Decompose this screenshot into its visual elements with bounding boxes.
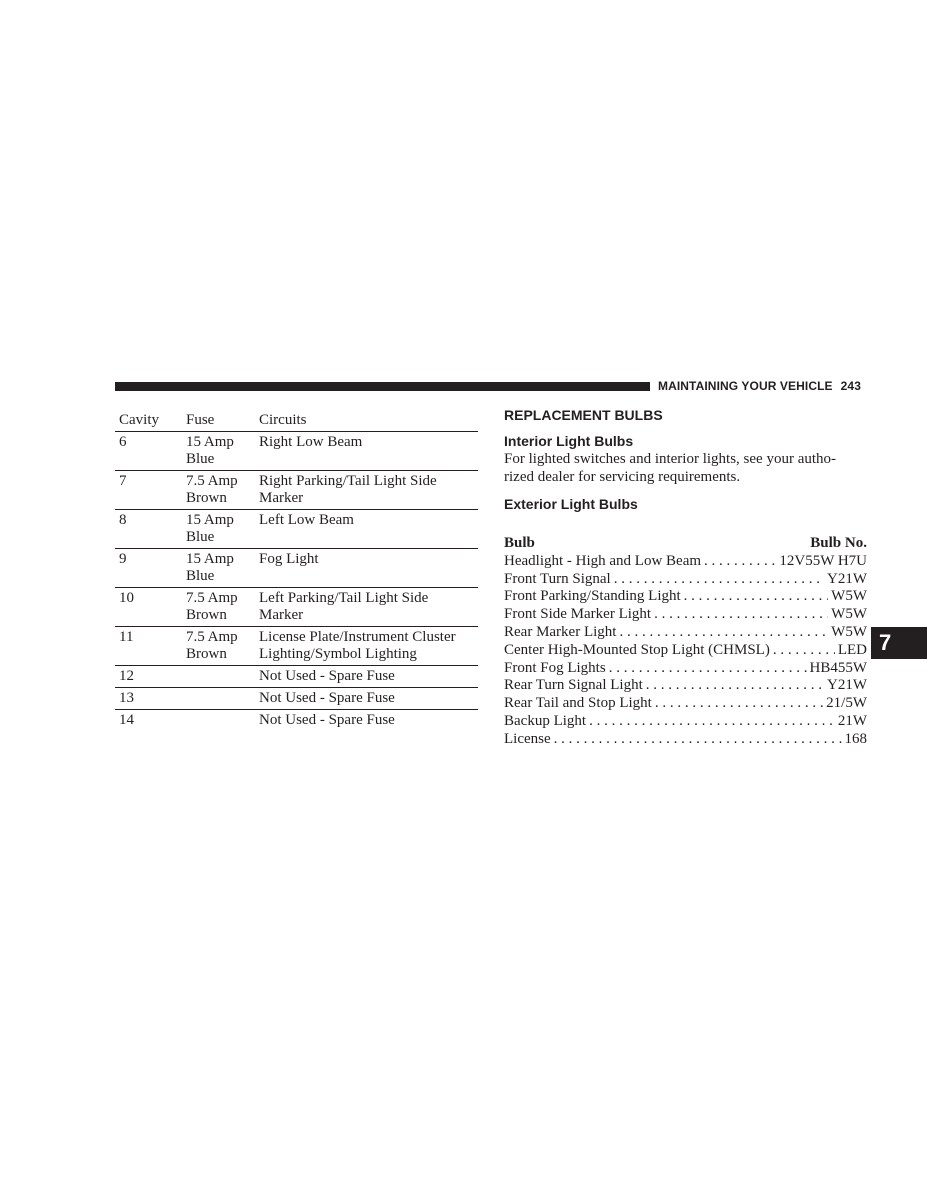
bulb-name: Front Parking/Standing Light — [504, 588, 681, 605]
bulb-number: Y21W — [827, 570, 867, 587]
column-header-fuse: Fuse — [186, 412, 215, 428]
circuit-cell — [259, 712, 478, 729]
running-header — [658, 379, 868, 395]
list-item — [504, 588, 867, 606]
circuit-line: Fog Light — [259, 551, 319, 567]
fuse-line: Blue — [186, 568, 215, 584]
bulb-number: HB455W — [809, 659, 867, 676]
header-rule — [115, 382, 650, 391]
circuit-cell — [259, 629, 478, 663]
fuse-cell — [186, 690, 259, 707]
bulb-number-column-header: Bulb No. — [810, 535, 867, 551]
list-item — [504, 606, 867, 624]
column-header-cavity: Cavity — [119, 412, 159, 428]
dot-leader — [619, 624, 828, 642]
interior-text-line-1: For lighted switches and interior lights, see your autho- — [504, 451, 837, 467]
cavity-cell: 7 — [119, 473, 127, 489]
bulb-name: Front Side Marker Light — [504, 606, 652, 623]
circuit-line: Not Used - Spare Fuse — [259, 712, 395, 728]
fuse-cell — [186, 590, 259, 624]
table-row — [115, 666, 478, 688]
fuse-line: 7.5 Amp — [186, 473, 238, 489]
bulb-name: Front Fog Lights — [504, 659, 606, 676]
list-item — [504, 731, 867, 749]
fuse-table — [115, 410, 478, 731]
list-item — [504, 624, 867, 642]
cavity-cell: 12 — [119, 668, 134, 684]
circuit-cell — [259, 690, 478, 707]
dot-leader — [589, 713, 835, 731]
dot-leader — [654, 606, 828, 624]
bulb-name: Rear Marker Light — [504, 623, 617, 640]
bulb-number: 21W — [837, 712, 867, 729]
dot-leader — [773, 642, 835, 660]
circuit-cell — [259, 668, 478, 685]
list-item — [504, 677, 867, 695]
circuit-line: License Plate/Instrument Cluster — [259, 629, 456, 645]
fuse-cell — [186, 512, 259, 546]
bulb-number: 168 — [844, 730, 867, 747]
fuse-cell — [186, 473, 259, 507]
cavity-cell: 8 — [119, 512, 127, 528]
bulb-name: Center High-Mounted Stop Light (CHMSL) — [504, 641, 770, 658]
replacement-bulbs-section — [504, 405, 867, 749]
circuit-cell — [259, 551, 478, 585]
interior-text-line-2: rized dealer for servicing requirements. — [504, 469, 741, 485]
dot-leader — [609, 660, 807, 678]
dot-leader — [614, 571, 824, 589]
bulb-list-header — [504, 535, 867, 553]
fuse-table-header — [115, 410, 478, 432]
bulb-name: Rear Turn Signal Light — [504, 677, 643, 694]
fuse-cell — [186, 712, 259, 729]
fuse-line: 15 Amp — [186, 434, 234, 450]
cavity-cell: 11 — [119, 629, 134, 645]
fuse-cell — [186, 434, 259, 468]
fuse-line: Blue — [186, 529, 215, 545]
page-number: 243 — [840, 379, 861, 393]
table-row — [115, 688, 478, 710]
fuse-cell — [186, 668, 259, 685]
bulb-number: 21/5W — [826, 695, 867, 712]
list-item — [504, 713, 867, 731]
bulb-name: Front Turn Signal — [504, 570, 611, 587]
bulb-number: LED — [837, 641, 867, 658]
column-header-circuits: Circuits — [259, 412, 307, 428]
interior-heading: Interior Light Bulbs — [504, 433, 634, 449]
section-heading: REPLACEMENT BULBS — [504, 407, 663, 423]
bulb-name: Backup Light — [504, 712, 587, 729]
fuse-line: Brown — [186, 490, 227, 506]
dot-leader — [704, 553, 776, 571]
bulb-column-header: Bulb — [504, 535, 535, 551]
table-row — [115, 510, 478, 549]
dot-leader — [655, 695, 823, 713]
cavity-cell: 10 — [119, 590, 134, 606]
fuse-line: 7.5 Amp — [186, 629, 238, 645]
cavity-cell: 6 — [119, 434, 127, 450]
table-row — [115, 471, 478, 510]
list-item — [504, 571, 867, 589]
fuse-line: 7.5 Amp — [186, 590, 238, 606]
bulb-name: Rear Tail and Stop Light — [504, 695, 652, 712]
fuse-line: Brown — [186, 646, 227, 662]
circuit-line: Marker — [259, 607, 304, 623]
circuit-cell — [259, 590, 478, 624]
circuit-line: Lighting/Symbol Lighting — [259, 646, 417, 662]
table-row — [115, 627, 478, 666]
dot-leader — [554, 731, 842, 749]
fuse-line: Brown — [186, 607, 227, 623]
circuit-cell — [259, 434, 478, 468]
dot-leader — [684, 588, 829, 606]
bulb-name: License — [504, 730, 551, 747]
bulb-list — [504, 535, 867, 749]
fuse-line: 15 Amp — [186, 512, 234, 528]
fuse-table-body — [115, 432, 478, 731]
exterior-heading: Exterior Light Bulbs — [504, 496, 638, 512]
table-row — [115, 549, 478, 588]
bulb-name: Headlight - High and Low Beam — [504, 552, 702, 569]
fuse-line: Blue — [186, 451, 215, 467]
table-row — [115, 710, 478, 731]
table-row — [115, 588, 478, 627]
circuit-line: Not Used - Spare Fuse — [259, 690, 395, 706]
dot-leader — [646, 677, 824, 695]
chapter-tab: 7 — [871, 627, 927, 659]
fuse-cell — [186, 629, 259, 663]
circuit-cell — [259, 512, 478, 546]
circuit-line: Right Parking/Tail Light Side — [259, 473, 437, 489]
circuit-cell — [259, 473, 478, 507]
bulb-list-body — [504, 553, 867, 749]
bulb-number: Y21W — [827, 677, 867, 694]
cavity-cell: 13 — [119, 690, 134, 706]
table-row — [115, 432, 478, 471]
bulb-number: 12V55W H7U — [779, 552, 867, 569]
fuse-cell — [186, 551, 259, 585]
list-item — [504, 660, 867, 678]
circuit-line: Marker — [259, 490, 304, 506]
bulb-number: W5W — [831, 588, 867, 605]
circuit-line: Left Low Beam — [259, 512, 354, 528]
cavity-cell: 14 — [119, 712, 134, 728]
list-item — [504, 642, 867, 660]
cavity-cell: 9 — [119, 551, 127, 567]
bulb-number: W5W — [831, 606, 867, 623]
bulb-number: W5W — [831, 623, 867, 640]
circuit-line: Right Low Beam — [259, 434, 363, 450]
fuse-line: 15 Amp — [186, 551, 234, 567]
section-title: MAINTAINING YOUR VEHICLE — [658, 379, 833, 393]
list-item — [504, 695, 867, 713]
circuit-line: Left Parking/Tail Light Side — [259, 590, 429, 606]
list-item — [504, 553, 867, 571]
circuit-line: Not Used - Spare Fuse — [259, 668, 395, 684]
